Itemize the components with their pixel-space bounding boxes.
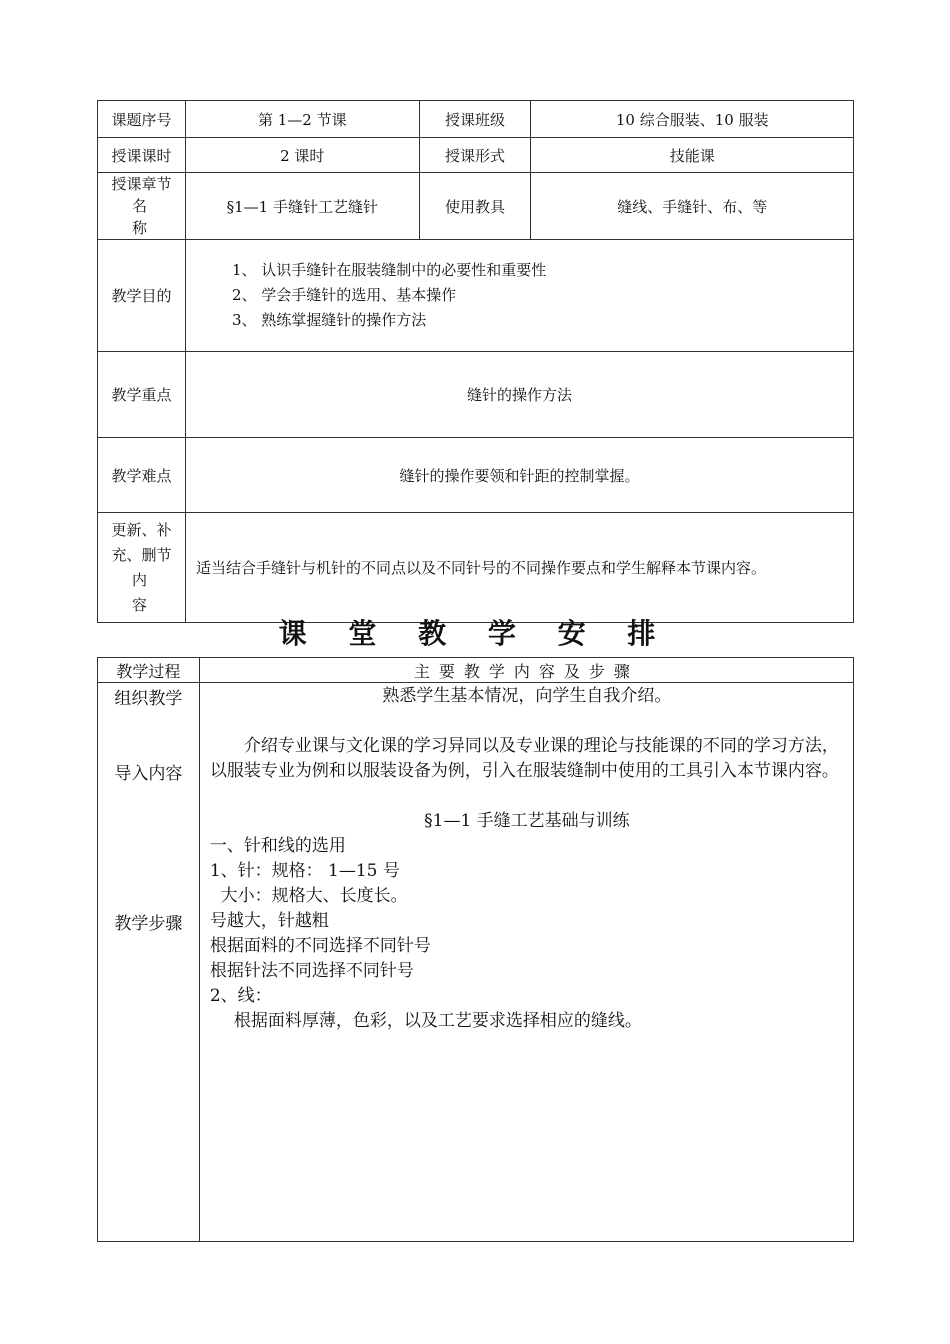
class-label: 授课班级 [419, 101, 531, 138]
arrangement-title: 课 堂 教 学 安 排 [278, 617, 672, 650]
difficulty-value: 缝针的操作要领和针距的控制掌握。 [185, 438, 853, 513]
goals-label: 教学目的 [98, 240, 186, 352]
class-value: 10 综合服装、10 服装 [531, 101, 854, 138]
lesson-info-table [97, 100, 854, 623]
stage-intro: 导入内容 [114, 764, 183, 784]
tools-label: 使用教具 [419, 173, 531, 240]
difficulty-label: 教学难点 [98, 438, 186, 513]
focus-value: 缝针的操作方法 [185, 352, 853, 438]
goals-list [185, 240, 853, 352]
intro-text: 介绍专业课与文化课的学习异同以及专业课的理论与技能课的不同的学习方法，以服装专业为例和以服装设备为例，引入在服装缝制中使用的工具引入本节课内容。 [209, 736, 839, 781]
arrangement-table [97, 657, 854, 1242]
section-title: §1—1 手缝工艺基础与训练 [424, 811, 630, 831]
thread-text: 根据面料厚薄，色彩，以及工艺要求选择相应的缝线。 [233, 1011, 642, 1031]
hours-label: 授课课时 [98, 138, 186, 173]
step-line: 根据面料的不同选择不同针号 [209, 936, 431, 956]
update-label-line2: 充、删节 [111, 545, 172, 564]
table-row [98, 352, 854, 438]
form-value: 技能课 [531, 138, 854, 173]
update-label-line1: 更新、补 [111, 520, 172, 539]
table-row [98, 658, 854, 683]
goal-item: 2、 学会手缝针的选用、基本操作 [231, 286, 457, 304]
chapter-label [98, 173, 186, 240]
form-label: 授课形式 [419, 138, 531, 173]
table-row [98, 101, 854, 138]
content-header: 主要教学内容及步骤 [199, 658, 853, 683]
tools-value: 缝线、手缝针、布、等 [531, 173, 854, 240]
goal-item: 3、 熟练掌握缝针的操作方法 [231, 311, 427, 329]
update-label-line3: 内 容 [131, 570, 177, 614]
table-row [98, 138, 854, 173]
chapter-label-line1: 授课章节 [111, 175, 172, 193]
step-line: 根据针法不同选择不同针号 [209, 961, 414, 981]
stage-steps: 教学步骤 [114, 914, 183, 934]
hours-value: 2 课时 [185, 138, 419, 173]
organize-text: 熟悉学生基本情况，向学生自我介绍。 [382, 686, 672, 706]
stage-organize: 组织教学 [114, 689, 183, 709]
process-header: 教学过程 [98, 658, 200, 683]
table-row [98, 240, 854, 352]
update-label [98, 513, 186, 623]
chapter-value: §1—1 手缝针工艺缝针 [185, 173, 419, 240]
step-line: 2、线： [209, 986, 272, 1006]
focus-label: 教学重点 [98, 352, 186, 438]
step-line: 大小：规格大、长度长。 [209, 886, 408, 906]
table-row [98, 438, 854, 513]
step-line: 1、针：规格： 1—15 号 [209, 861, 400, 881]
table-row [98, 173, 854, 240]
table-row [98, 513, 854, 623]
update-value: 适当结合手缝针与机针的不同点以及不同针号的不同操作要点和学生解释本节课内容。 [185, 513, 853, 623]
table-row [98, 683, 854, 1242]
content-column [199, 683, 853, 1242]
topic-no-label: 课题序号 [98, 101, 186, 138]
topic-no-value: 第 1—2 节课 [185, 101, 419, 138]
stage-column [98, 683, 200, 1242]
chapter-label-line2: 名 称 [131, 197, 177, 237]
step-line: 号越大，针越粗 [209, 911, 329, 931]
goal-item: 1、 认识手缝针在服装缝制中的必要性和重要性 [231, 261, 547, 279]
step-line: 一、针和线的选用 [209, 836, 346, 856]
